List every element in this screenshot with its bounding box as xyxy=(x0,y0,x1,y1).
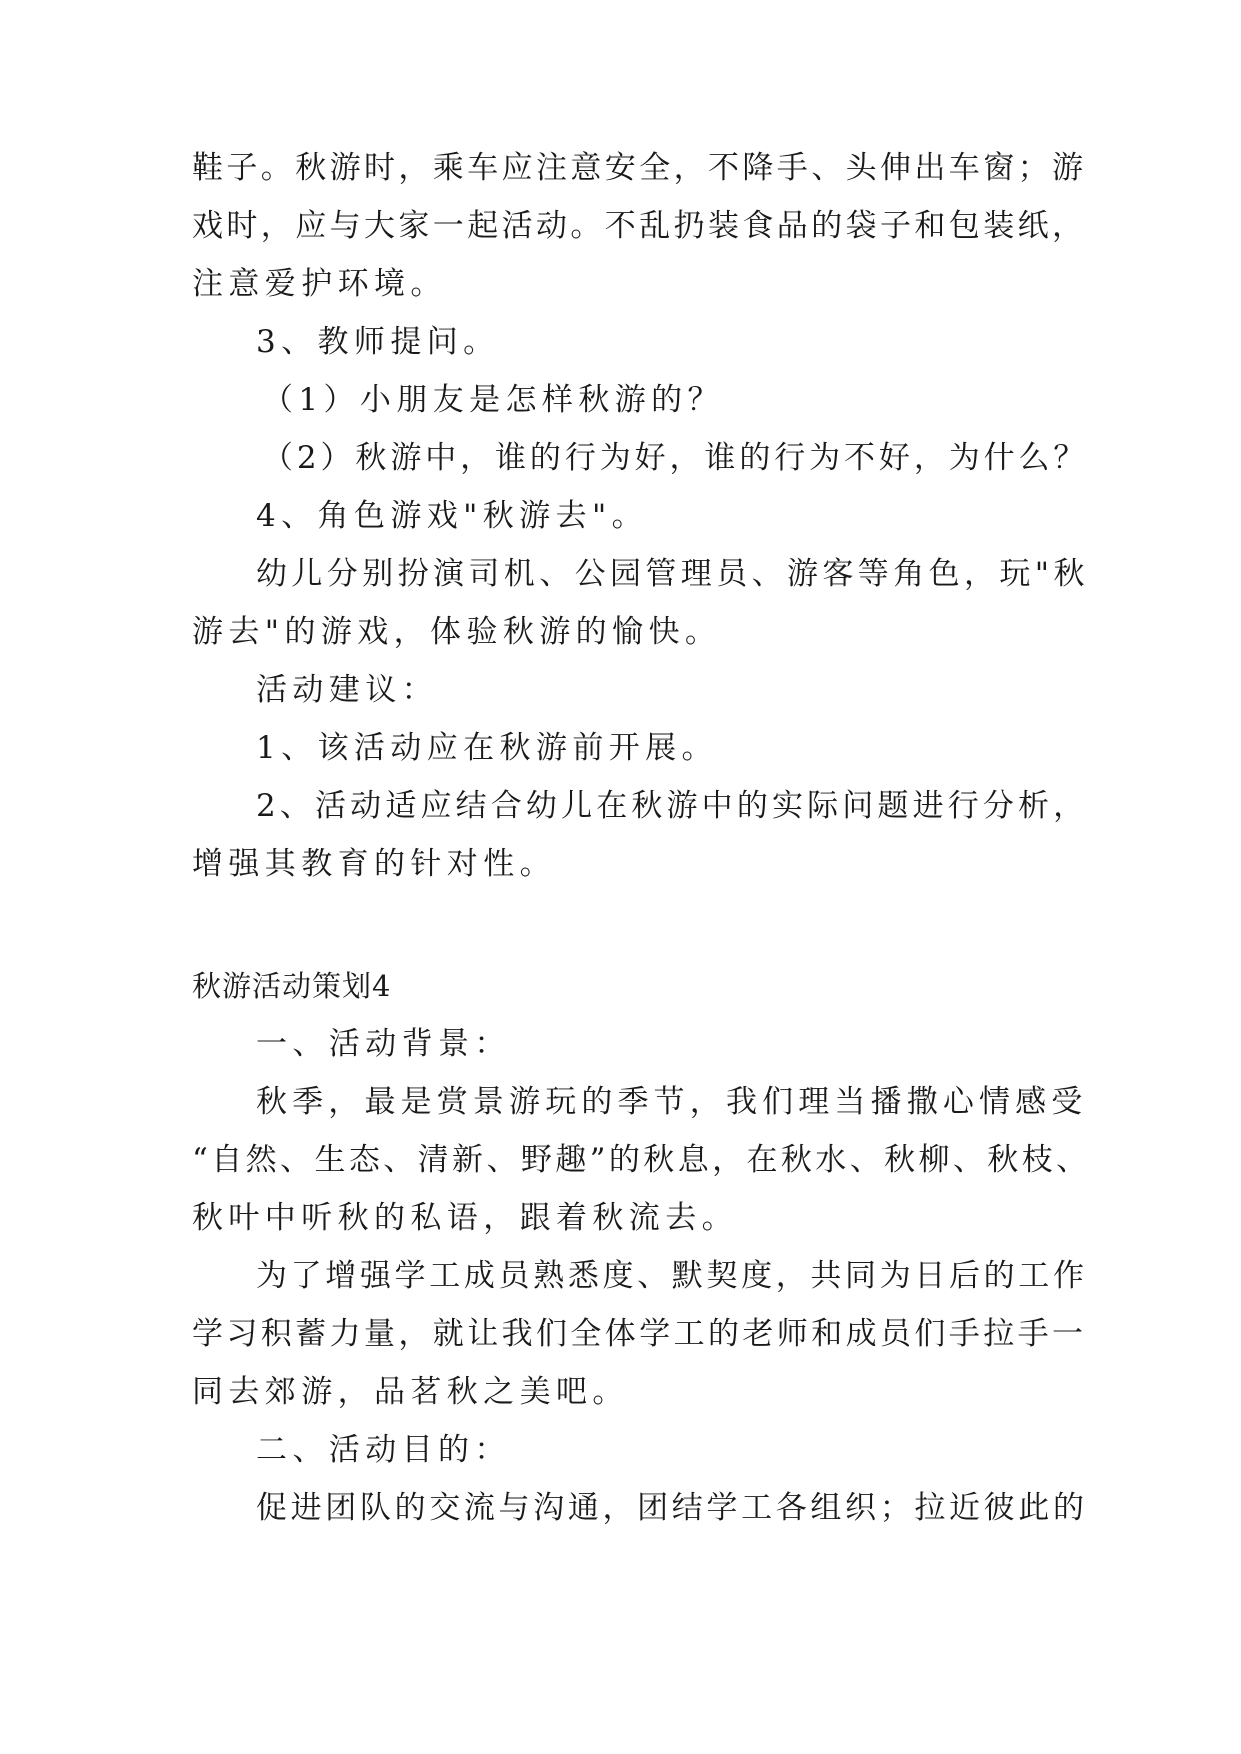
paragraph-line: 同去郊游，品茗秋之美吧。 xyxy=(192,1374,629,1410)
paragraph-line: 秋季，最是赏景游玩的季节，我们理当播撒心情感受 xyxy=(256,1084,1088,1120)
paragraph-line: 游去"的游戏，体验秋游的愉快。 xyxy=(192,614,722,650)
paragraph-line: 戏时，应与大家一起活动。不乱扔装食品的袋子和包装纸， xyxy=(192,208,1087,244)
paragraph-line: “自然、生态、清新、野趣”的秋息，在秋水、秋柳、秋枝、 xyxy=(192,1142,1091,1178)
paragraph-line: 活动建议： xyxy=(256,672,438,708)
paragraph-line: 幼儿分别扮演司机、公园管理员、游客等角色，玩"秋 xyxy=(256,556,1089,592)
paragraph-line: 3、教师提问。 xyxy=(256,324,500,360)
paragraph-line: 学习积蓄力量，就让我们全体学工的老师和成员们手拉手一 xyxy=(192,1316,1087,1352)
paragraph-line: 增强其教育的针对性。 xyxy=(192,846,556,882)
paragraph-line: 促进团队的交流与沟通，团结学工各组织；拉近彼此的 xyxy=(256,1490,1088,1526)
paragraph-line: 一、活动背景： xyxy=(256,1026,511,1062)
section-title: 秋游活动策划4 xyxy=(192,969,392,1003)
paragraph-line: 1、该活动应在秋游前开展。 xyxy=(256,730,718,766)
paragraph-line: 为了增强学工成员熟悉度、默契度，共同为日后的工作 xyxy=(256,1258,1088,1294)
paragraph-line: 2、活动适应结合幼儿在秋游中的实际问题进行分析， xyxy=(256,788,1089,824)
paragraph-line: 注意爱护环境。 xyxy=(192,266,447,302)
paragraph-line: 秋叶中听秋的私语，跟着秋流去。 xyxy=(192,1200,738,1236)
paragraph-line: （1）小朋友是怎样秋游的？ xyxy=(262,382,724,418)
paragraph-line: 4、角色游戏"秋游去"。 xyxy=(256,498,649,534)
paragraph-line: 二、活动目的： xyxy=(256,1432,511,1468)
paragraph-line: 鞋子。秋游时，乘车应注意安全，不降手、头伸出车窗；游 xyxy=(192,150,1087,186)
paragraph-line: （2）秋游中，谁的行为好，谁的行为不好，为什么？ xyxy=(262,440,1089,476)
